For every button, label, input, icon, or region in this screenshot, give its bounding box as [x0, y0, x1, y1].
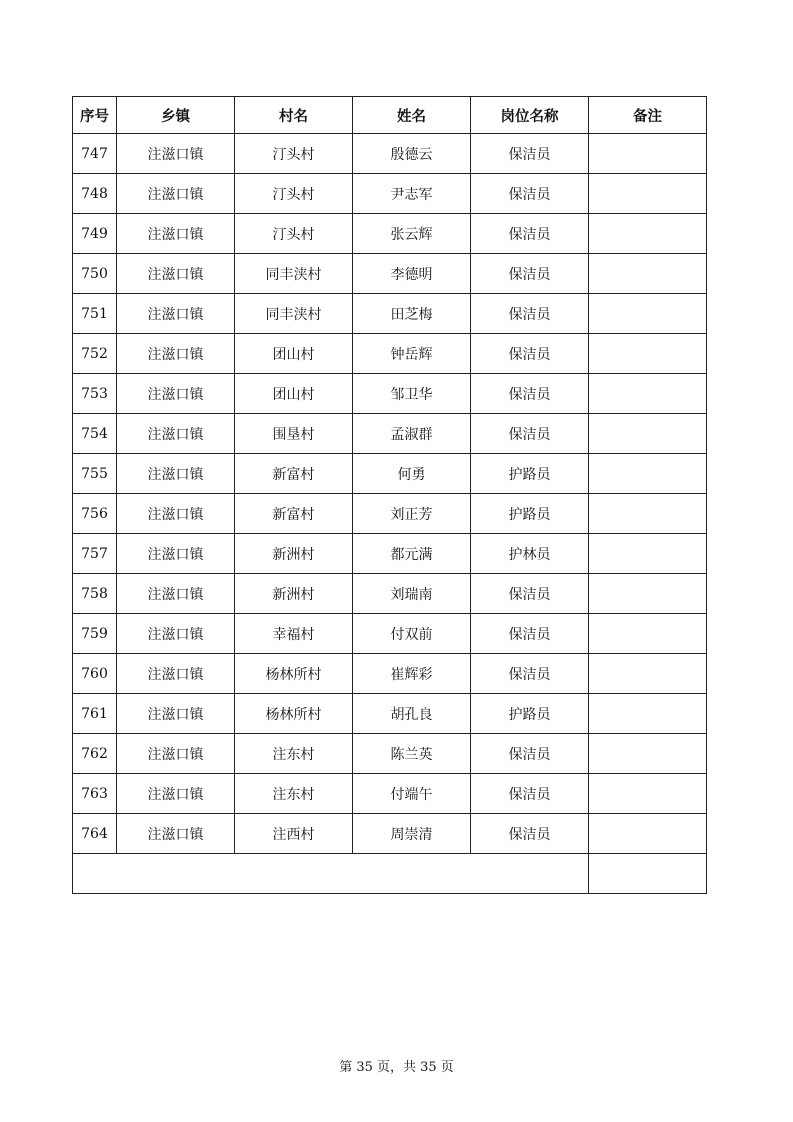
cell-village: 杨林所村 [235, 654, 353, 694]
header-cell-position: 岗位名称 [471, 97, 589, 134]
cell-index: 752 [73, 334, 117, 374]
cell-name: 陈兰英 [353, 734, 471, 774]
cell-village: 汀头村 [235, 214, 353, 254]
cell-index: 756 [73, 494, 117, 534]
cell-township: 注滋口镇 [117, 334, 235, 374]
cell-remarks [589, 174, 707, 214]
cell-village: 团山村 [235, 334, 353, 374]
table-row [73, 694, 707, 734]
cell-remarks [589, 214, 707, 254]
cell-name: 周崇清 [353, 814, 471, 854]
cell-village: 围垦村 [235, 414, 353, 454]
table-row [73, 294, 707, 334]
cell-township: 注滋口镇 [117, 454, 235, 494]
cell-township: 注滋口镇 [117, 294, 235, 334]
cell-remarks [589, 294, 707, 334]
cell-position: 保洁员 [471, 374, 589, 414]
table-row [73, 534, 707, 574]
cell-name: 尹志军 [353, 174, 471, 214]
cell-index: 763 [73, 774, 117, 814]
table-row [73, 334, 707, 374]
cell-index: 751 [73, 294, 117, 334]
table-row [73, 734, 707, 774]
cell-index: 753 [73, 374, 117, 414]
table-row [73, 414, 707, 454]
cell-village: 注东村 [235, 774, 353, 814]
table-row [73, 454, 707, 494]
cell-village: 团山村 [235, 374, 353, 414]
cell-remarks [589, 614, 707, 654]
table-row-blank [73, 854, 707, 894]
header-cell-name: 姓名 [353, 97, 471, 134]
cell-position: 保洁员 [471, 414, 589, 454]
cell-township: 注滋口镇 [117, 134, 235, 174]
cell-township: 注滋口镇 [117, 494, 235, 534]
cell-name: 付双前 [353, 614, 471, 654]
cell-remarks [589, 654, 707, 694]
cell-name: 钟岳辉 [353, 334, 471, 374]
cell-position: 护路员 [471, 694, 589, 734]
cell-position: 保洁员 [471, 254, 589, 294]
cell-remarks [589, 134, 707, 174]
cell-index: 748 [73, 174, 117, 214]
page-number-footer: 第 35 页，共 35 页 [339, 1060, 454, 1075]
cell-position: 保洁员 [471, 774, 589, 814]
cell-index: 754 [73, 414, 117, 454]
cell-remarks [589, 814, 707, 854]
cell-index: 761 [73, 694, 117, 734]
cell-village: 新富村 [235, 494, 353, 534]
cell-township: 注滋口镇 [117, 414, 235, 454]
cell-village: 幸福村 [235, 614, 353, 654]
header-cell-village: 村名 [235, 97, 353, 134]
cell-township: 注滋口镇 [117, 734, 235, 774]
header-row [73, 97, 707, 134]
cell-village: 新洲村 [235, 574, 353, 614]
cell-village: 新洲村 [235, 534, 353, 574]
roster-table [72, 96, 707, 894]
cell-position: 护路员 [471, 494, 589, 534]
cell-name: 都元满 [353, 534, 471, 574]
cell-index: 758 [73, 574, 117, 614]
cell-village: 注西村 [235, 814, 353, 854]
cell-position: 保洁员 [471, 174, 589, 214]
cell-position: 保洁员 [471, 614, 589, 654]
table-row [73, 814, 707, 854]
cell-position: 保洁员 [471, 214, 589, 254]
cell-township: 注滋口镇 [117, 774, 235, 814]
cell-township: 注滋口镇 [117, 174, 235, 214]
cell-remarks [589, 574, 707, 614]
cell-name: 田芝梅 [353, 294, 471, 334]
cell-index: 759 [73, 614, 117, 654]
cell-township: 注滋口镇 [117, 694, 235, 734]
cell-township: 注滋口镇 [117, 614, 235, 654]
table-row [73, 254, 707, 294]
table-row [73, 174, 707, 214]
cell-remarks [589, 534, 707, 574]
cell-index: 764 [73, 814, 117, 854]
cell-index: 749 [73, 214, 117, 254]
cell-remarks [589, 454, 707, 494]
table-row [73, 214, 707, 254]
table-row [73, 574, 707, 614]
cell-remarks-blank [589, 854, 707, 894]
table-row [73, 494, 707, 534]
table-row [73, 614, 707, 654]
cell-name: 崔辉彩 [353, 654, 471, 694]
cell-remarks [589, 774, 707, 814]
cell-merged-blank [73, 854, 589, 894]
cell-remarks [589, 694, 707, 734]
header-cell-index: 序号 [73, 97, 117, 134]
cell-remarks [589, 414, 707, 454]
cell-name: 刘瑞南 [353, 574, 471, 614]
cell-position: 保洁员 [471, 814, 589, 854]
cell-index: 750 [73, 254, 117, 294]
cell-position: 护路员 [471, 454, 589, 494]
cell-remarks [589, 494, 707, 534]
cell-position: 保洁员 [471, 134, 589, 174]
cell-index: 755 [73, 454, 117, 494]
cell-village: 汀头村 [235, 174, 353, 214]
header-cell-township: 乡镇 [117, 97, 235, 134]
header-cell-remarks: 备注 [589, 97, 707, 134]
cell-village: 同丰浃村 [235, 294, 353, 334]
cell-township: 注滋口镇 [117, 254, 235, 294]
cell-remarks [589, 254, 707, 294]
cell-township: 注滋口镇 [117, 574, 235, 614]
cell-township: 注滋口镇 [117, 534, 235, 574]
cell-name: 何勇 [353, 454, 471, 494]
cell-index: 760 [73, 654, 117, 694]
cell-name: 张云辉 [353, 214, 471, 254]
cell-index: 762 [73, 734, 117, 774]
cell-village: 汀头村 [235, 134, 353, 174]
cell-village: 新富村 [235, 454, 353, 494]
cell-name: 孟淑群 [353, 414, 471, 454]
cell-name: 付端午 [353, 774, 471, 814]
cell-name: 殷德云 [353, 134, 471, 174]
cell-remarks [589, 334, 707, 374]
cell-township: 注滋口镇 [117, 214, 235, 254]
cell-name: 胡孔良 [353, 694, 471, 734]
table-row [73, 654, 707, 694]
cell-name: 刘正芳 [353, 494, 471, 534]
cell-position: 保洁员 [471, 654, 589, 694]
table-body [73, 134, 707, 894]
cell-village: 注东村 [235, 734, 353, 774]
cell-position: 保洁员 [471, 294, 589, 334]
cell-position: 保洁员 [471, 734, 589, 774]
cell-township: 注滋口镇 [117, 814, 235, 854]
cell-name: 李德明 [353, 254, 471, 294]
table-row [73, 134, 707, 174]
cell-remarks [589, 734, 707, 774]
table-row [73, 374, 707, 414]
cell-village: 杨林所村 [235, 694, 353, 734]
cell-index: 747 [73, 134, 117, 174]
cell-township: 注滋口镇 [117, 654, 235, 694]
cell-name: 邹卫华 [353, 374, 471, 414]
cell-township: 注滋口镇 [117, 374, 235, 414]
cell-village: 同丰浃村 [235, 254, 353, 294]
cell-position: 护林员 [471, 534, 589, 574]
table-row [73, 774, 707, 814]
cell-index: 757 [73, 534, 117, 574]
cell-remarks [589, 374, 707, 414]
cell-position: 保洁员 [471, 574, 589, 614]
cell-position: 保洁员 [471, 334, 589, 374]
